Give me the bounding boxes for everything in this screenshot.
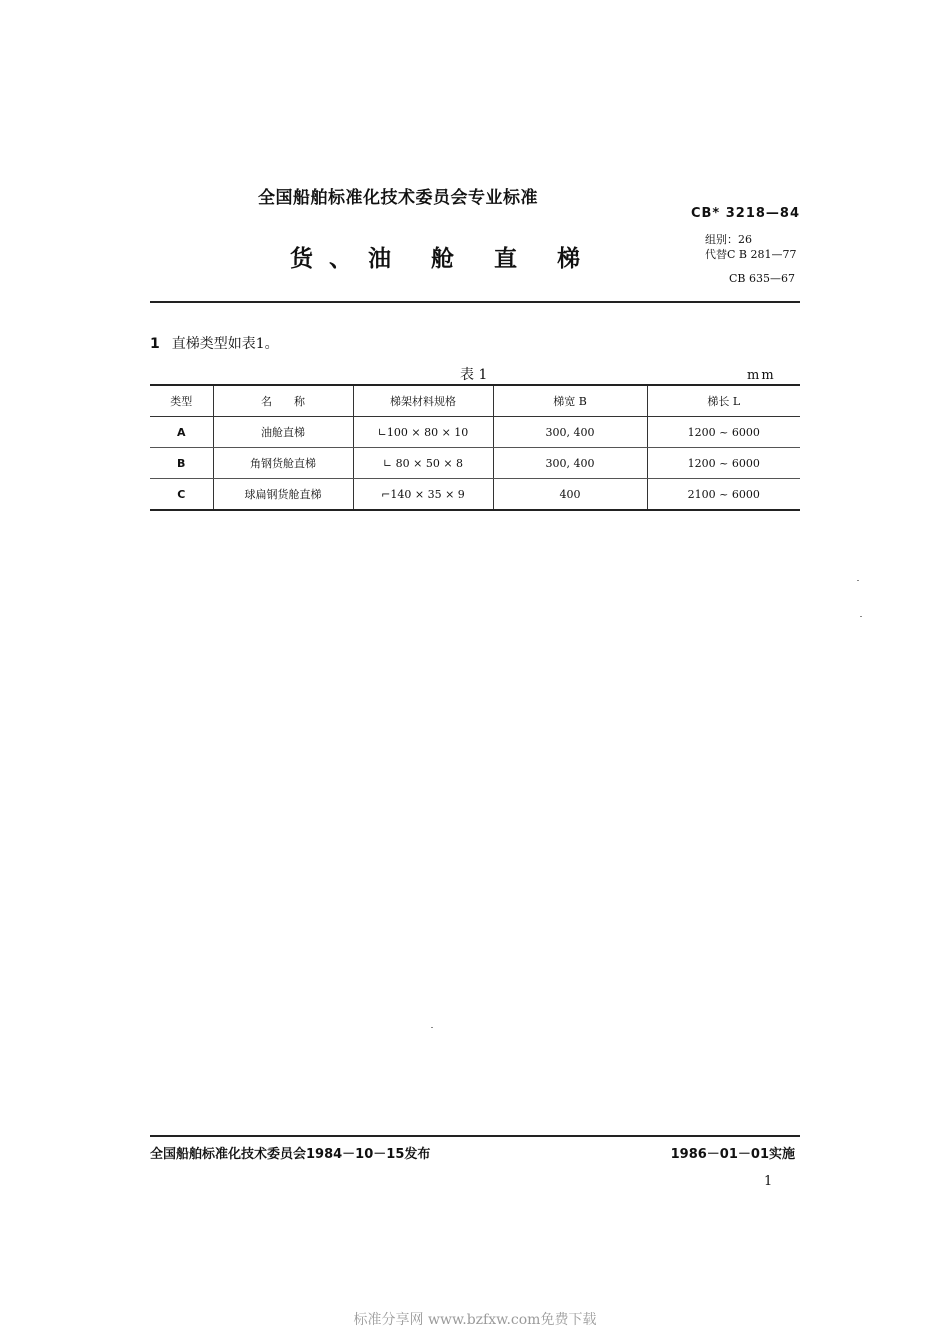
header-type: 类型 — [150, 385, 213, 417]
scan-speck — [431, 1027, 433, 1028]
table-unit: mm — [747, 368, 776, 383]
table-row — [150, 448, 800, 479]
table-caption: 表 1 — [460, 367, 488, 383]
cell-type: B — [150, 448, 213, 479]
cell-length: 1200 ~ 6000 — [647, 448, 800, 479]
replaces-standard-2: CB 635—67 — [729, 272, 795, 285]
page-number: 1 — [764, 1174, 773, 1189]
header-divider — [150, 301, 800, 303]
table-row — [150, 417, 800, 448]
header-width: 梯宽 B — [493, 385, 647, 417]
cell-material: ∟100 × 80 × 10 — [353, 417, 493, 448]
issue-date: 全国船舶标准化技术委员会1984－10－15发布 — [150, 1147, 431, 1162]
cell-width: 400 — [493, 479, 647, 511]
effective-date: 1986－01－01实施 — [670, 1147, 795, 1162]
header-name: 名 称 — [213, 385, 353, 417]
cell-name: 球扁钢货舱直梯 — [213, 479, 353, 511]
ladder-type-table — [150, 384, 800, 511]
cell-name: 油舱直梯 — [213, 417, 353, 448]
cell-type: A — [150, 417, 213, 448]
scan-speck — [857, 580, 859, 581]
footer-divider — [150, 1135, 800, 1137]
document-title: 货、油 舱 直 梯 — [290, 246, 597, 272]
replaces-standard-1: 代替C B 281—77 — [705, 248, 797, 261]
cell-name: 角钢货舱直梯 — [213, 448, 353, 479]
header-material: 梯架材料规格 — [353, 385, 493, 417]
cell-length: 2100 ~ 6000 — [647, 479, 800, 511]
table-header-row — [150, 385, 800, 417]
committee-title: 全国船舶标准化技术委员会专业标准 — [258, 188, 538, 208]
scan-speck — [860, 616, 862, 617]
standard-code: CB* 3218—84 — [690, 206, 800, 221]
cell-length: 1200 ~ 6000 — [647, 417, 800, 448]
cell-width: 300, 400 — [493, 417, 647, 448]
cell-width: 300, 400 — [493, 448, 647, 479]
cell-type: C — [150, 479, 213, 511]
cell-material: ⌐140 × 35 × 9 — [353, 479, 493, 511]
watermark-footer: 标准分享网 www.bzfxw.com免费下载 — [353, 1312, 597, 1328]
section-text: 直梯类型如表1。 — [171, 336, 279, 352]
cell-material: ∟ 80 × 50 × 8 — [353, 448, 493, 479]
section-number: 1 — [150, 336, 160, 352]
group-number: 组别：26 — [705, 233, 752, 246]
header-length: 梯长 L — [647, 385, 800, 417]
table-row — [150, 479, 800, 511]
section-1 — [150, 333, 279, 353]
